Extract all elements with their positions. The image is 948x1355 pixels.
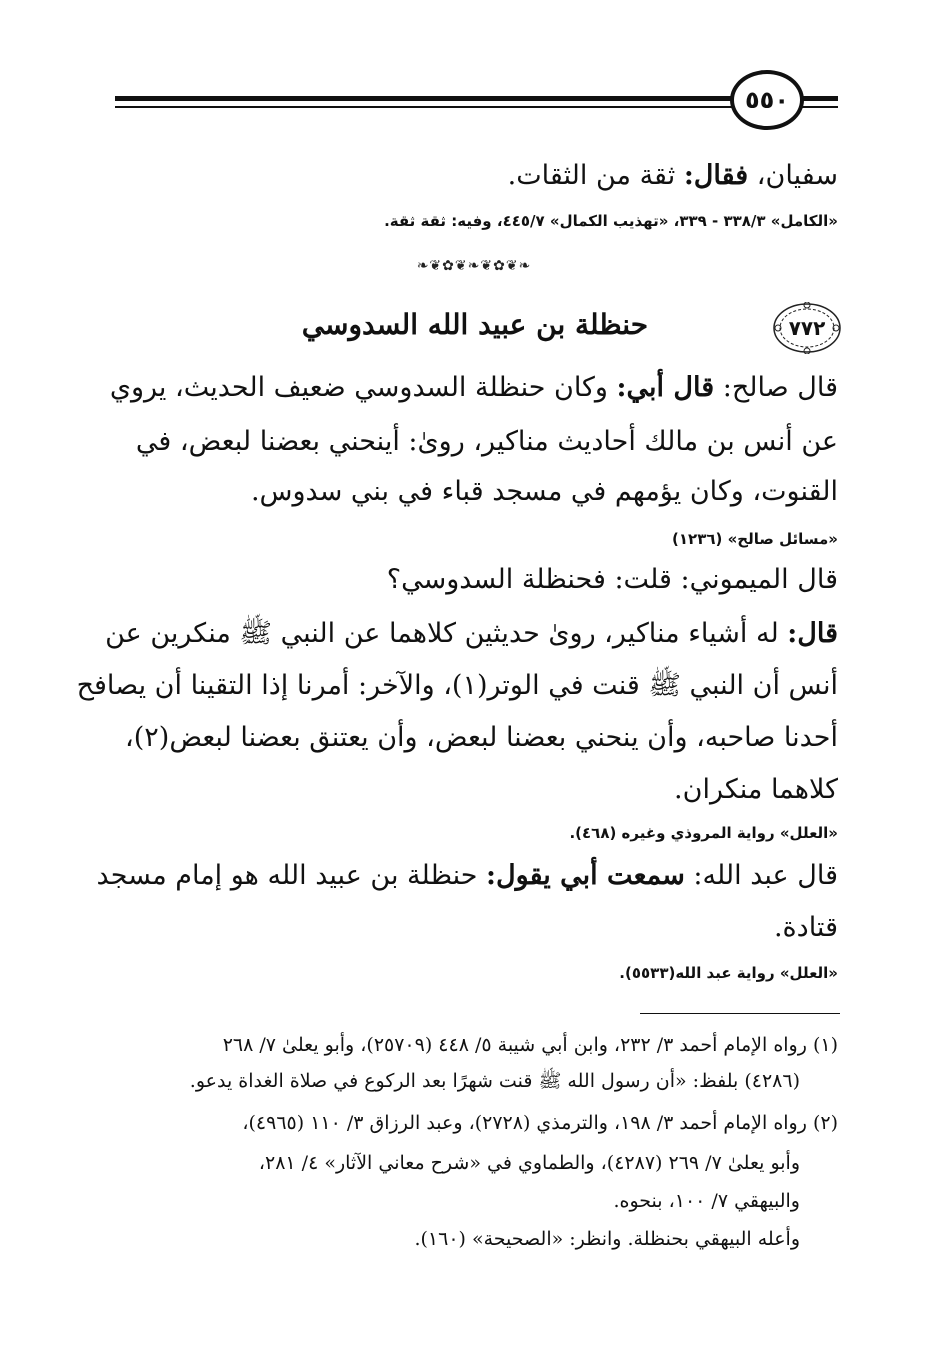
header-rule-right bbox=[800, 96, 838, 101]
page-number: ٥٥٠ bbox=[730, 70, 804, 130]
p2-line-4: أحدنا صاحبه، وأن ينحني بعضنا لبعض، وأن يعتنق بعضنا لبعض(٢)، bbox=[125, 722, 838, 753]
footnote-1-line-1: (١) رواه الإمام أحمد ٣/ ٢٣٢، وابن أبي شيبة ٥/ ٤٤٨ (٢٥٧٠٩)، وأبو يعلىٰ ٧/ ٢٦٨ bbox=[222, 1034, 838, 1056]
entry-number: ٧٧٢ bbox=[788, 316, 826, 340]
header-rule bbox=[115, 96, 733, 101]
p2-line-1: قال الميموني: قلت: فحنظلة السدوسي؟ bbox=[386, 564, 838, 595]
p2-line-5: كلاهما منكران. bbox=[674, 774, 838, 805]
p1-line-2: عن أنس بن مالك أحاديث مناكير، روىٰ: أينحني بعضنا لبعض، في bbox=[135, 426, 838, 457]
p2-line-2: قال: له أشياء مناكير، روىٰ حديثين كلاهما عن النبي ﷺ منكرين عن bbox=[105, 618, 838, 649]
footnote-2-line-1: (٢) رواه الإمام أحمد ٣/ ١٩٨، والترمذي (٢٧٢٨)، وعبد الرزاق ٣/ ١١٠ (٤٩٦٥)، bbox=[242, 1112, 838, 1134]
p1-line-1: قال صالح: قال أبي: وكان حنظلة السدوسي ضعيف الحديث، يروي bbox=[109, 372, 838, 403]
footnote-2-line-3: والبيهقي ٧/ ١٠٠، بنحوه. bbox=[613, 1190, 800, 1212]
footnote-2-line-4: وأعله البيهقي بحنظلة. وانظر: «الصحيحة» (١٦٠). bbox=[414, 1228, 800, 1250]
p2-source: «العلل» رواية المروذي وغيره (٤٦٨). bbox=[569, 824, 838, 842]
entry-number-badge bbox=[772, 302, 842, 354]
p1-line-3: القنوت، وكان يؤمهم في مسجد قباء في بني سدوس. bbox=[250, 476, 838, 507]
footnote-1-line-2: (٤٢٨٦) بلفظ: «أن رسول الله ﷺ قنت شهرًا بعد الركوع في صلاة الغداة يدعو. bbox=[189, 1070, 800, 1092]
p2-line-3: أنس أن النبي ﷺ قنت في الوتر(١)، والآخر: أمرنا إذا التقينا أن يصافح bbox=[76, 670, 838, 701]
prev-entry-line: سفيان، فقال: ثقة من الثقات. bbox=[507, 160, 838, 191]
footnote-2-line-2: وأبو يعلىٰ ٧/ ٢٦٩ (٤٢٨٧)، والطماوي في «شرح معاني الآثار» ٤/ ٢٨١، bbox=[258, 1152, 800, 1174]
p3-line-2: قتادة. bbox=[773, 912, 838, 943]
header-rule-right-thin bbox=[800, 106, 838, 108]
p1-source: «مسائل صالح» (١٢٣٦) bbox=[672, 530, 838, 548]
entry-title: حنظلة بن عبيد الله السدوسي bbox=[301, 308, 648, 341]
prev-entry-source: «الكامل» ٣٣٨/٣ - ٣٣٩، «تهذيب الكمال» ٤٤٥/٧، وفيه: ثقة ثقة. bbox=[384, 212, 838, 230]
header-rule-thin bbox=[115, 106, 733, 108]
p3-line-1: قال عبد الله: سمعت أبي يقول: حنظلة بن عبيد الله هو إمام مسجد bbox=[96, 860, 838, 891]
ornament-divider-icon: ❧❦✿❦❧❦✿❦❧ bbox=[416, 258, 532, 274]
footnote-separator bbox=[640, 1013, 840, 1014]
p3-source: «العلل» رواية عبد الله(٥٥٣٣). bbox=[619, 964, 838, 982]
